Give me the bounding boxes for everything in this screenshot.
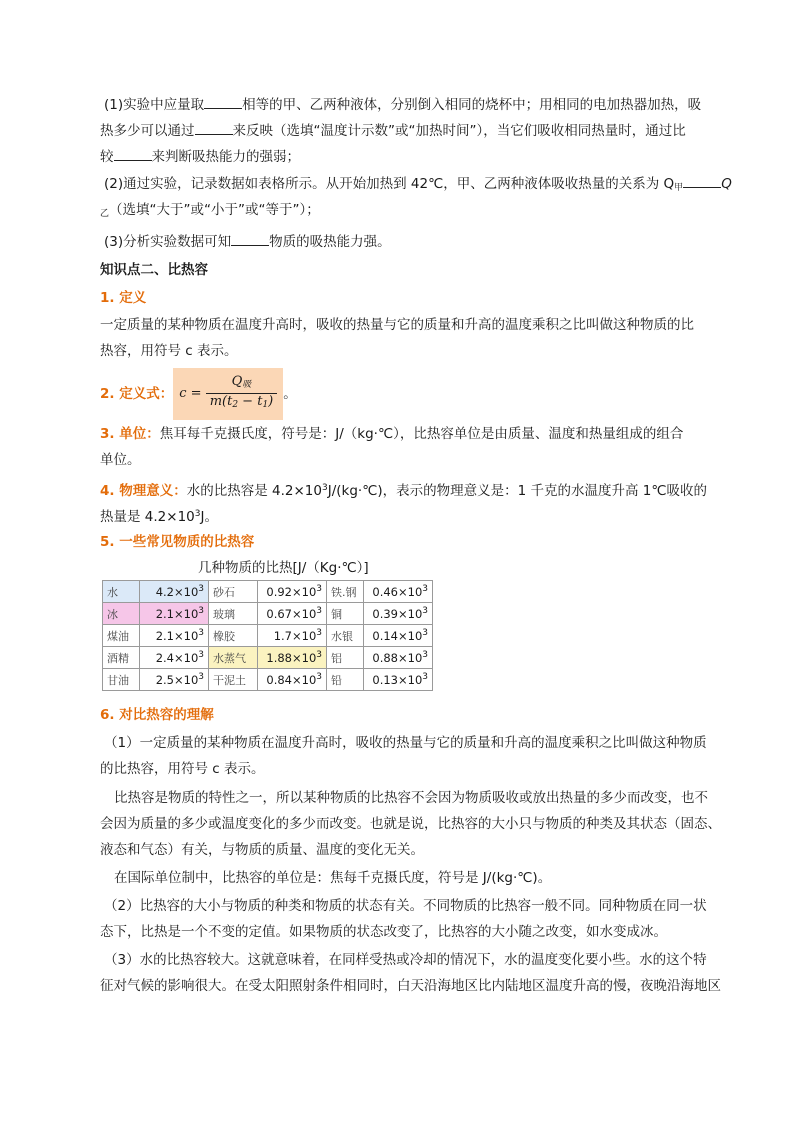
understanding-para-5a: （3）水的比热容较大。这就意味着，在同样受热或冷却的情况下，水的温度变化要小些。水的这个特 [104, 952, 707, 968]
table-row: 水 $4.2\times 10^3$ 砂石 $0.92\times 10^3$ 铁.钢 $0.46\times 10^3$ [103, 581, 433, 603]
question-3: (3)分析实验数据可知 物质的吸热能力强。 [104, 230, 726, 255]
table-row: 酒精 $2.4\times 10^3$ 水蒸气 $1.88\times 10^3$ 铝 $0.88\times 10^3$ [103, 647, 433, 669]
unit-line-1: 3. 单位：焦耳每千克摄氏度，符号是：J/（kg·℃），比热容单位是由质量、温度和热量组成的组合 [100, 426, 684, 442]
formula-box: c = $\frac{Q_吸}{m(t_2 - t_1)}$ [173, 368, 283, 420]
understanding-para-2c: 液态和气态）有关，与物质的质量、温度的变化无关。 [100, 842, 424, 858]
definition-text-1: 一定质量的某种物质在温度升高时，吸收的热量与它的质量和升高的温度乘积之比叫做这种物质的比 [100, 317, 694, 333]
understanding-para-1a: （1）一定质量的某种物质在温度升高时，吸收的热量与它的质量和升高的温度乘积之比叫做这种物质 [104, 735, 707, 751]
specific-heat-table [102, 580, 433, 691]
question-1-line-2: 热多少可以通过 来反映（选填“温度计示数”或“加热时间”），当它们吸收相同热量时，通过比 [100, 119, 722, 144]
table-row: 甘油 $2.5\times 10^3$ 干泥土 $0.84\times 10^3$ 铅 $0.13\times 10^3$ [103, 669, 433, 691]
subsection-title-definition: 1. 定义 [100, 290, 147, 306]
answer-blank[interactable] [204, 94, 242, 109]
understanding-para-5b: 征对气候的影响很大。在受太阳照射条件相同时，白天沿海地区比内陆地区温度升高的慢，夜晚沿海地区 [100, 978, 721, 994]
table-row: 冰 $2.1\times 10^3$ 玻璃 $0.67\times 10^3$ 铜 $0.39\times 10^3$ [103, 603, 433, 625]
fraction: $\frac{Q_吸}{m(t_2 - t_1)}$ [206, 374, 278, 413]
table-row: 煤油 $2.1\times 10^3$ 橡胶 $1.7\times 10^3$ 水银 $0.14\times 10^3$ [103, 625, 433, 647]
subsection-title-understanding: 6. 对比热容的理解 [100, 707, 214, 723]
question-2-line-1: (2)通过实验，记录数据如表格所示。从开始加热到 42℃，甲、乙两种液体吸收热量的关系为 $Q_甲$ Q [104, 172, 726, 201]
answer-blank[interactable] [195, 120, 233, 135]
understanding-para-3: 在国际单位制中，比热容的单位是：焦每千克摄氏度，符号是 J/(kg·℃)。 [114, 870, 552, 886]
definition-text-2: 热容，用符号 c 表示。 [100, 343, 238, 359]
question-1-line-1: (1)实验中应量取 相等的甲、乙两种液体，分别倒入相同的烧杯中；用相同的电加热器加热，吸 [104, 93, 726, 118]
understanding-para-2b: 会因为质量的多少或温度变化的多少而改变。也就是说，比热容的大小只与物质的种类及其状态（固态、 [100, 816, 721, 832]
subsection-title-table: 5. 一些常见物质的比热容 [100, 534, 255, 550]
understanding-para-4b: 态下，比热是一个不变的定值。如果物质的状态改变了，比热容的大小随之改变，如水变成冰。 [100, 924, 667, 940]
meaning-line-2: 热量是 $4.2\times 10^3J$。 [100, 509, 218, 525]
unit-line-2: 单位。 [100, 452, 141, 468]
formula-line: 2. 定义式： c = $\frac{Q_吸}{m(t_2 - t_1)}$ 。 [100, 368, 722, 414]
question-2-line-2: $_乙$（选填“大于”或“小于”或“等于”）； [100, 202, 320, 219]
understanding-para-4a: （2）比热容的大小与物质的种类和物质的状态有关。不同物质的比热容一般不同。同种物质在同一状 [104, 898, 707, 914]
understanding-para-2a: 比热容是物质的特性之一，所以某种物质的比热容不会因为物质吸收或放出热量的多少而改变，也不 [114, 790, 708, 806]
question-1-line-3: 较 来判断吸热能力的强弱； [100, 145, 722, 170]
answer-blank[interactable] [231, 231, 269, 246]
answer-blank[interactable] [114, 146, 152, 161]
meaning-line-1: 4. 物理意义：水的比热容是 $4.2\times 10^3J/(kg\cdot℃)$，表示的物理意义是：1 千克的水温度升高 1℃吸收的 [100, 483, 708, 499]
answer-blank[interactable] [683, 173, 721, 188]
table-caption: 几种物质的比热[J/（Kg·℃）] [198, 560, 369, 576]
section-heading: 知识点二、比热容 [100, 262, 208, 278]
understanding-para-1b: 的比热容，用符号 c 表示。 [100, 761, 265, 777]
